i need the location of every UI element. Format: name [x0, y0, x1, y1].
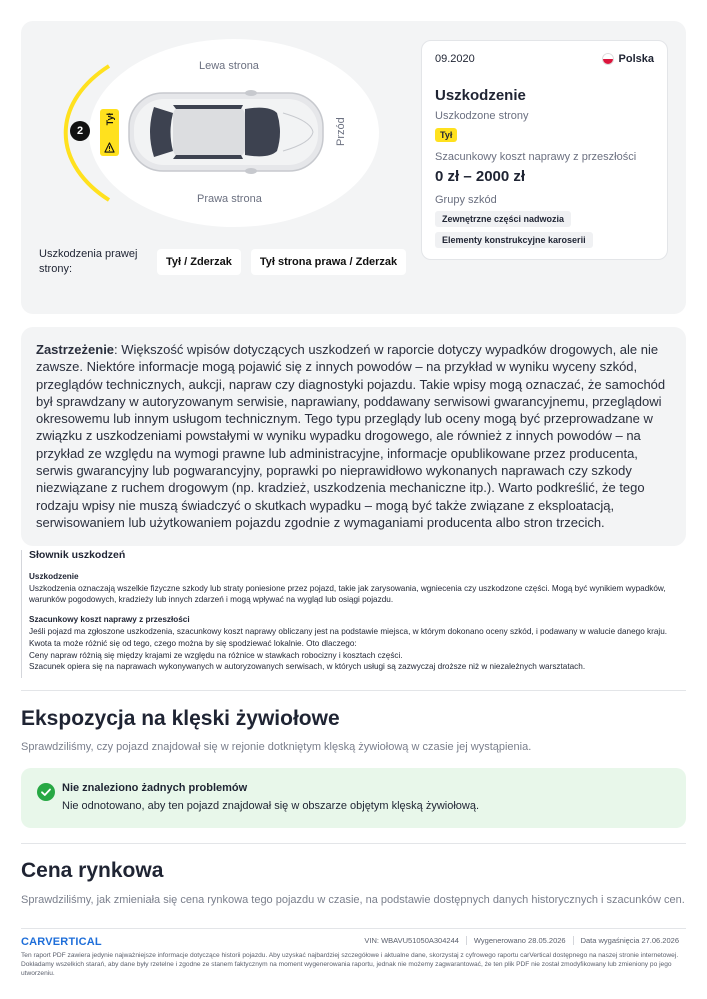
right-side-damage-row: [39, 247, 416, 277]
glossary-term: Szacunkowy koszt naprawy z przeszłości: [29, 615, 190, 625]
damage-country: [602, 53, 654, 65]
repair-cost-label: Szacunkowy koszt naprawy z przeszłości: [435, 151, 637, 163]
footer-meta: [357, 936, 686, 945]
damage-location-chip: Tył strona prawa / Zderzak: [251, 249, 406, 275]
right-side-damage-label: Uszkodzenia prawej strony:: [39, 248, 138, 275]
disaster-result-text: Nie odnotowano, aby ten pojazd znajdował się w obszarze objętym klęską żywiołową.: [62, 800, 480, 812]
market-section-desc: Sprawdziliśmy, jak zmieniała się cena rynkowa tego pojazdu w czasie, na podstawie dostępnych danych historycznych i szacunków cen.: [21, 894, 685, 906]
glossary-definition: Uszkodzenia oznaczają wszelkie fizyczne szkody lub straty poniesione przez pojazd, takie jak zarysowania, wgniecenia czy uszkodzone części. Mogą być wynikiem wypadków, warunków pogodowych, kradzieży lub innych zdarzeń i mogą wpływać na wygląd lub osiągi pojazdu.: [29, 583, 666, 605]
disclaimer-lead: Zastrzeżenie: [36, 342, 115, 357]
damage-groups-label: Grupy szkód: [435, 194, 497, 206]
market-section-title: Cena rynkowa: [21, 859, 164, 882]
check-circle-icon: [37, 783, 55, 801]
footer-divider: [21, 928, 686, 929]
damaged-sides-label: Uszkodzone strony: [435, 110, 529, 122]
carvertical-logo: CARVERTICAL: [21, 936, 102, 948]
disaster-result-title: Nie znaleziono żadnych problemów: [62, 782, 248, 794]
car-icon: [129, 90, 323, 174]
damage-marker-label: Tył: [104, 113, 115, 126]
damage-marker-number: 2: [70, 121, 90, 141]
glossary-title: Słownik uszkodzeń: [29, 549, 126, 561]
disaster-section-title: Ekspozycja na klęski żywiołowe: [21, 707, 340, 730]
damage-glossary: [21, 550, 686, 681]
section-divider: [21, 843, 686, 844]
disclaimer-box: [21, 327, 686, 546]
damage-marker-tag: [100, 109, 119, 156]
damage-group-chip: Elementy konstrukcyjne karoserii: [435, 232, 593, 248]
footer-note: Ten raport PDF zawiera jedynie najważniejsze informacje dotyczące historii pojazdu. Aby uzyskać najbardziej szczegółowe i aktualne dane, skorzystaj z cyfrowego raportu carVertical dostępnego na naszej stronie internetowej. Dokładamy wszelkich starań, aby dane były rzetelne i zgodne ze stanem faktycznym na moment wygenerowania raportu, jednak nie możemy zagwarantować, że ten plik PDF nie został zmodyfikowany lub zmieniony po jego utworzeniu.: [21, 952, 679, 977]
disaster-result-box: [21, 768, 686, 828]
damaged-side-chip: Tył: [435, 128, 457, 142]
footer-generated: Wygenerowano 28.05.2026: [466, 936, 573, 945]
section-divider: [21, 690, 686, 691]
disclaimer-text: : Większość wpisów dotyczących uszkodzeń w raporcie dotyczy wypadków drogowych, ale nie zawsze. Niektóre informacje mogą pojawić się z innych powodów – na przykład w wyniku wyceny szkód, przeglądów technicznych, aukcji, napraw czy diagnostyki pojazdu. Takie wpisy mogą oznaczać, że samochód był sprawdzany w autoryzowanym serwisie, naprawiany, poddawany serwisowi gwarancyjnemu, przeglądowi okresowemu lub innym usługom technicznym. Tego typu przeglądy lub oceny mogą być przeprowadzane w związku z uszkodzeniami powstałymi w wyniku wypadku drogowego, ale również z innych powodów – na przykład ze względu na wymogi prawne lub administracyjne, informacje opublikowane przez producenta, serwis gwarancyjny lub pogwarancyjny, poprawki po nieprawidłowo wykonanych naprawach czy szkody niezwiązane z ruchem drogowym (np. kradzież, uszkodzenia mechaniczne itp.). Warto podkreślić, że tego rodzaju wpisy nie muszą świadczyć o skutkach wypadku – mogą być także związane z eksploatacją, serwisowaniem lub użytkowaniem pojazdu zgodnie z wymaganiami producenta albo stron trzecich.: [36, 342, 666, 530]
damage-date: 09.2020: [435, 53, 475, 65]
damage-group-chip: Zewnętrzne części nadwozia: [435, 211, 571, 227]
footer-expiry: Data wygaśnięcia 27.06.2026: [573, 936, 686, 945]
footer-vin: VIN: WBAVU51050A304244: [364, 936, 459, 945]
car-top-view-diagram: [21, 21, 421, 261]
glossary-definition: Szacunek opiera się na naprawach wykonywanych w autoryzowanych serwisach, w których usługi są zazwyczaj droższe niż w niezależnych warsztatach.: [29, 662, 586, 672]
glossary-definition: Ceny napraw różnią się między krajami ze względu na różnice w stawkach robocizny i kosztach części.: [29, 650, 403, 660]
right-side-label: Prawa strona: [197, 193, 262, 205]
poland-flag-icon: [602, 53, 614, 65]
repair-cost-value: 0 zł – 2000 zł: [435, 168, 526, 185]
left-side-label: Lewa strona: [199, 60, 259, 72]
damage-card: [21, 21, 686, 314]
front-label: Przód: [335, 117, 347, 146]
disaster-section-desc: Sprawdziliśmy, czy pojazd znajdował się w rejonie dotkniętym klęską żywiołową w czasie jej wystąpienia.: [21, 741, 532, 753]
car-diagram: [21, 21, 421, 261]
glossary-definition: Jeśli pojazd ma zgłoszone uszkodzenia, szacunkowy koszt naprawy obliczany jest na podstawie miejsca, w którym dokonano oceny szkód, i podawany w walucie danego kraju. Kwota ta może różnić się od tego, czego można by się spodziewać lokalnie. Oto dlaczego:: [29, 626, 668, 648]
damage-info-panel: [421, 40, 668, 260]
damage-location-chip: Tył / Zderzak: [157, 249, 241, 275]
damage-title: Uszkodzenie: [435, 87, 526, 104]
glossary-term: Uszkodzenie: [29, 571, 79, 581]
country-name: Polska: [618, 53, 654, 65]
warning-triangle-icon: [104, 142, 115, 153]
